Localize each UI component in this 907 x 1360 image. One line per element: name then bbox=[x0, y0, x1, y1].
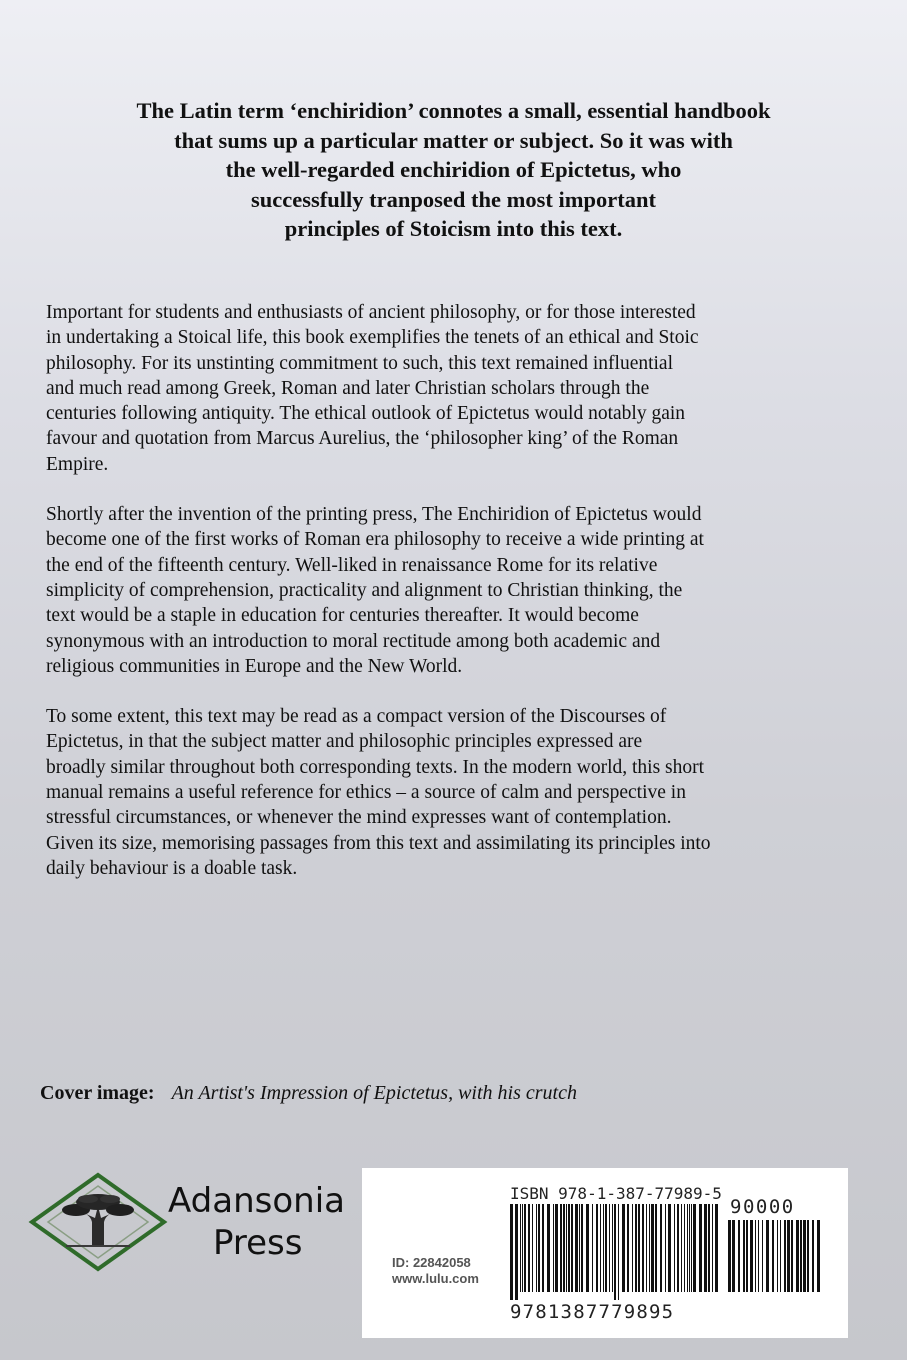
barcode-bar bbox=[575, 1204, 578, 1292]
barcode-bar bbox=[693, 1204, 696, 1292]
barcode-panel bbox=[362, 1168, 848, 1338]
barcode-bar bbox=[704, 1204, 707, 1292]
barcode-bar bbox=[668, 1204, 671, 1292]
baobab-tree-diamond-icon bbox=[28, 1172, 168, 1272]
barcode-bar bbox=[817, 1220, 820, 1292]
barcode-bar bbox=[762, 1220, 763, 1292]
barcode-bar bbox=[560, 1204, 562, 1292]
text-line: daily behaviour is a doable task. bbox=[46, 857, 298, 879]
text-line: in undertaking a Stoical life, this book exemplifies the tenets of an ethical and Stoic bbox=[46, 327, 699, 349]
barcode-bar bbox=[632, 1204, 633, 1292]
barcode-bar bbox=[555, 1204, 558, 1292]
text-line: broadly similar throughout both corresponding texts. In the modern world, this short bbox=[46, 756, 705, 778]
barcode-bar bbox=[651, 1204, 654, 1292]
paragraph-3 bbox=[46, 704, 846, 881]
barcode-bar bbox=[649, 1204, 650, 1292]
lulu-id: ID: 22842058 bbox=[392, 1255, 471, 1270]
barcode-bar bbox=[596, 1204, 598, 1292]
text-line: synonymous with an introduction to moral rectitude among both academic and bbox=[46, 630, 661, 652]
paragraph-2 bbox=[46, 502, 846, 679]
barcode-bar bbox=[681, 1204, 682, 1292]
barcode-bar bbox=[605, 1204, 607, 1292]
barcode-bar bbox=[571, 1204, 573, 1292]
barcode-bar bbox=[612, 1204, 613, 1292]
barcode-bar bbox=[715, 1204, 718, 1292]
barcode-bar bbox=[646, 1204, 647, 1292]
barcode-bar bbox=[766, 1220, 769, 1292]
barcode-bar bbox=[687, 1204, 688, 1292]
barcode-bar bbox=[691, 1204, 692, 1292]
barcode-bar bbox=[784, 1220, 786, 1292]
text-line: Empire. bbox=[46, 453, 109, 475]
barcode-bar bbox=[755, 1220, 756, 1292]
barcode-bar bbox=[800, 1220, 802, 1292]
barcode-bar bbox=[684, 1204, 685, 1292]
barcode-bar bbox=[758, 1220, 759, 1292]
blurb-line: the well-regarded enchiridion of Epictetus, who bbox=[225, 157, 682, 182]
cover-image-label: Cover image: bbox=[40, 1082, 155, 1104]
description bbox=[46, 300, 846, 906]
barcode-bar bbox=[510, 1204, 513, 1300]
barcode-bar bbox=[660, 1204, 662, 1292]
barcode-bar bbox=[609, 1204, 610, 1292]
barcode-bar bbox=[600, 1204, 601, 1292]
publisher-line-1: Adansonia bbox=[168, 1181, 345, 1221]
text-line: favour and quotation from Marcus Aurelius, the ‘philosopher king’ of the Roman bbox=[46, 428, 679, 450]
text-line: To some extent, this text may be read as a compact version of the Discourses of bbox=[46, 706, 667, 728]
barcode-bar bbox=[635, 1204, 637, 1292]
blurb-line: The Latin term ‘enchiridion’ connotes a small, essential handbook bbox=[136, 98, 771, 123]
barcode-bar bbox=[515, 1204, 518, 1300]
barcode-bar bbox=[796, 1220, 799, 1292]
text-line: religious communities in Europe and the New World. bbox=[46, 655, 463, 677]
barcode-bar bbox=[532, 1204, 533, 1292]
barcode-bar bbox=[542, 1204, 544, 1292]
cover-image-credit bbox=[40, 1082, 577, 1105]
barcode-bar bbox=[746, 1220, 748, 1292]
barcode-bar bbox=[522, 1204, 523, 1292]
isbn-text: ISBN 978-1-387-77989-5 bbox=[510, 1184, 722, 1203]
barcode-bar bbox=[592, 1204, 593, 1292]
text-line: manual remains a useful reference for ethics – a source of calm and perspective in bbox=[46, 782, 686, 804]
barcode-bar bbox=[536, 1204, 537, 1292]
barcode-bar bbox=[520, 1204, 521, 1292]
text-line: Important for students and enthusiasts of ancient philosophy, or for those interested bbox=[46, 302, 696, 323]
barcode-bar bbox=[732, 1220, 735, 1292]
barcode-bar bbox=[553, 1204, 554, 1292]
barcode-bar bbox=[563, 1204, 565, 1292]
text-line: simplicity of comprehension, practicality and alignment to Christian thinking, the bbox=[46, 579, 683, 601]
ean-digits: 9781387779895 bbox=[510, 1301, 675, 1323]
barcode-bar bbox=[803, 1220, 806, 1292]
barcode-bar bbox=[603, 1204, 604, 1292]
barcode-bar bbox=[708, 1204, 710, 1292]
text-line: Epictetus, in that the subject matter and philosophic principles expressed are bbox=[46, 731, 643, 753]
publisher-line-2: Press bbox=[213, 1223, 303, 1263]
barcode-bar bbox=[791, 1220, 793, 1292]
barcode-bar bbox=[738, 1220, 740, 1292]
addon-barcode bbox=[728, 1220, 824, 1300]
publisher-name bbox=[168, 1180, 345, 1264]
barcode-bar bbox=[638, 1204, 640, 1292]
barcode-bar bbox=[812, 1220, 814, 1292]
text-line: philosophy. For its unstinting commitment to such, this text remained influential bbox=[46, 352, 674, 374]
barcode-bar bbox=[586, 1204, 589, 1292]
text-line: and much read among Greek, Roman and later Christian scholars through the bbox=[46, 377, 650, 399]
barcode-bar bbox=[780, 1220, 781, 1292]
cover-image-caption: An Artist's Impression of Epictetus, with his crutch bbox=[171, 1082, 577, 1104]
barcode-bar bbox=[622, 1204, 625, 1292]
barcode-bar bbox=[524, 1204, 526, 1292]
barcode-bar bbox=[674, 1204, 675, 1292]
barcode-bar bbox=[699, 1204, 702, 1292]
text-line: Given its size, memorising passages from this text and assimilating its principles into bbox=[46, 832, 711, 854]
text-line: text would be a staple in education for centuries thereafter. It would become bbox=[46, 605, 639, 627]
barcode-bar bbox=[777, 1220, 778, 1292]
paragraph-1 bbox=[46, 300, 846, 477]
text-line: the end of the fifteenth century. Well-liked in renaissance Rome for its relative bbox=[46, 554, 658, 576]
barcode-bar bbox=[807, 1220, 809, 1292]
barcode-bar bbox=[528, 1204, 530, 1292]
barcode-bar bbox=[614, 1204, 616, 1300]
blurb bbox=[40, 96, 867, 244]
text-line: Shortly after the invention of the printing press, The Enchiridion of Epictetus would bbox=[46, 504, 702, 526]
barcode-bar bbox=[655, 1204, 657, 1292]
barcode-bar bbox=[566, 1204, 567, 1292]
barcode-bar bbox=[665, 1204, 666, 1292]
barcode-bar bbox=[772, 1220, 774, 1292]
barcode-bar bbox=[743, 1220, 745, 1292]
text-line: centuries following antiquity. The ethical outlook of Epictetus would notably gain bbox=[46, 403, 686, 425]
text-line: become one of the first works of Roman era philosophy to receive a wide printing at bbox=[46, 529, 704, 551]
barcode-bar bbox=[787, 1220, 790, 1292]
barcode-bar bbox=[581, 1204, 583, 1292]
barcode-bar bbox=[677, 1204, 679, 1292]
barcode-bar bbox=[579, 1204, 580, 1292]
barcode-bar bbox=[547, 1204, 550, 1292]
lulu-url: www.lulu.com bbox=[392, 1271, 479, 1286]
text-line: stressful circumstances, or whenever the mind expresses want of contemplation. bbox=[46, 807, 672, 829]
barcode-bar bbox=[750, 1220, 753, 1292]
barcode-bar bbox=[538, 1204, 540, 1292]
barcode-bar bbox=[642, 1204, 644, 1292]
blurb-line: successfully tranposed the most important bbox=[251, 186, 656, 212]
addon-digits: 90000 bbox=[730, 1196, 795, 1218]
barcode-bar bbox=[618, 1204, 619, 1300]
barcode-bar bbox=[712, 1204, 713, 1292]
ean-barcode bbox=[510, 1204, 722, 1300]
barcode-bar bbox=[689, 1204, 690, 1292]
blurb-line: that sums up a particular matter or subject. So it was with bbox=[174, 127, 733, 153]
barcode-bar bbox=[728, 1220, 731, 1292]
barcode-bar bbox=[568, 1204, 570, 1292]
blurb-line: principles of Stoicism into this text. bbox=[284, 216, 623, 241]
barcode-bar bbox=[627, 1204, 629, 1292]
